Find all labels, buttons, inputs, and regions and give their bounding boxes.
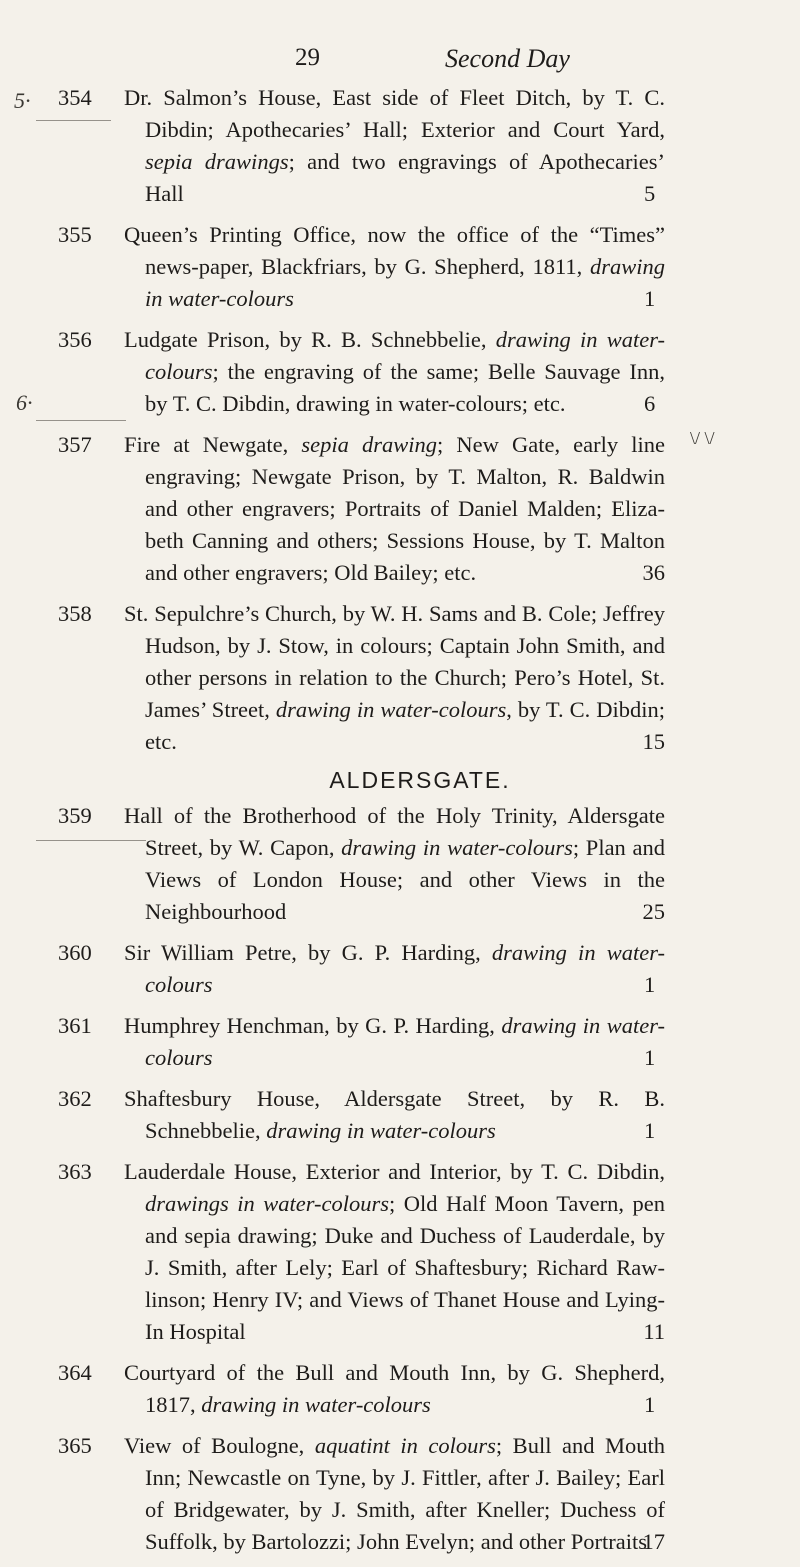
description-tail: , by T. C. Dibdin; etc. xyxy=(145,697,665,754)
pencil-mark-358: 6· xyxy=(16,390,33,415)
lot-description xyxy=(124,429,665,589)
description-tail: ; and two engravings of Apothecaries’ Hall xyxy=(145,149,666,206)
catalogue-entry xyxy=(0,1156,800,1348)
catalogue-entry xyxy=(0,937,800,1001)
lot-description xyxy=(124,1010,665,1074)
medium-text: drawing in water-colours xyxy=(341,835,573,860)
lot-number: 364 xyxy=(58,1360,92,1385)
description-text: Shaftesbury House, Aldersgate Street, by R. B. Schnebbelie, xyxy=(124,1086,665,1143)
medium-text: drawing in water-colours xyxy=(145,327,665,384)
medium-text: drawing in water-colours xyxy=(266,1118,496,1143)
lot-number: 365 xyxy=(58,1433,92,1458)
lot-description xyxy=(124,1357,665,1421)
lot-description xyxy=(124,937,665,1001)
catalogue-entry xyxy=(0,219,800,315)
lot-price: 11 xyxy=(643,1319,665,1344)
description-tail: ; the engraving of the same; Belle Sauvage Inn, by T. C. Dibdin, drawing in water-colours; etc. xyxy=(145,359,665,416)
catalogue-entry xyxy=(0,598,800,758)
running-head: Second Day xyxy=(445,44,570,73)
lot-description xyxy=(124,1083,665,1147)
description-tail: ; Bull and Mouth Inn; Newcastle on Tyne, by J. Fittler, after J. Bailey; Earl of Bridgewater, by J. Smith, after Kneller; Duchess of Suffolk, by Bartolozzi; John Evelyn; and other Portraits xyxy=(145,1433,665,1554)
lot-number: 359 xyxy=(58,803,92,828)
lot-price: 1 xyxy=(644,972,656,997)
medium-text: drawing in water-colours xyxy=(275,697,507,722)
description-text: Ludgate Prison, by R. B. Schnebbelie, xyxy=(124,327,496,352)
description-tail: ; New Gate, early line engraving; Newgate Prison, by T. Malton, R. Baldwin and other engravers; Portraits of Daniel Malden; Eliza-beth Canning and others; Sessions House, by T. Malton and other engravers; Old Bailey; etc. xyxy=(145,432,665,585)
lot-number: 363 xyxy=(58,1159,92,1184)
description-text: Dr. Salmon’s House, East side of Fleet Ditch, by T. C. Dibdin; Apothecaries’ Hall; Exterior and Court Yard, xyxy=(124,85,665,142)
catalogue-entry xyxy=(0,324,800,420)
description-tail: ; Old Half Moon Tavern, pen and sepia drawing; Duke and Duchess of Lauderdale, by J. Smith, after Lely; Earl of Shaftesbury; Richard Raw-linson; Henry IV; and Views of Thanet House and Lying-In Hospital xyxy=(145,1191,665,1344)
lot-description xyxy=(124,1156,665,1348)
catalogue-entry xyxy=(0,1430,800,1558)
lot-description xyxy=(124,219,665,315)
medium-text: drawings in water-colours xyxy=(145,1191,390,1216)
lot-price: 1 xyxy=(644,286,656,311)
lot-price: 1 xyxy=(644,1118,656,1143)
description-text: Queen’s Printing Office, now the office of the “Times” news-paper, Blackfriars, by G. Shepherd, 1811, xyxy=(124,222,665,279)
lot-price: 15 xyxy=(642,729,665,754)
page-number: 29 xyxy=(295,44,320,71)
lot-number: 360 xyxy=(58,940,92,965)
medium-text: drawing in water-colours xyxy=(145,940,665,997)
lot-number: 355 xyxy=(58,222,92,247)
catalogue-entry xyxy=(0,1083,800,1147)
lot-price: 36 xyxy=(642,560,665,585)
lot-description xyxy=(124,324,665,420)
lot-price: 1 xyxy=(644,1045,656,1070)
description-text: Hall of the Brotherhood of the Holy Trinity, Aldersgate Street, by W. Capon, xyxy=(124,803,665,860)
description-text: St. Sepulchre’s Church, by W. H. Sams and B. Cole; Jeffrey Hudson, by J. Stow, in colours; Captain John Smith, and other persons in relation to the Church; Pero’s Hotel, St. James’ Street, xyxy=(124,601,665,722)
lot-price: 25 xyxy=(642,899,665,924)
catalogue-entries xyxy=(0,82,800,1567)
medium-text: drawing in water-colours xyxy=(145,1013,665,1070)
lot-price: 6 xyxy=(644,391,656,416)
description-text: Lauderdale House, Exterior and Interior, by T. C. Dibdin, xyxy=(124,1159,665,1184)
medium-text: sepia drawing xyxy=(301,432,438,457)
lot-description xyxy=(124,82,665,210)
description-text: Sir William Petre, by G. P. Harding, xyxy=(124,940,492,965)
lot-price: 5 xyxy=(644,181,656,206)
pencil-mark-354: 5· xyxy=(14,88,31,113)
description-text: Courtyard of the Bull and Mouth Inn, by G. Shepherd, 1817, xyxy=(124,1360,665,1417)
lot-price: 17 xyxy=(642,1529,665,1554)
medium-text: drawing in water-colours xyxy=(201,1392,431,1417)
catalogue-entry xyxy=(0,82,800,210)
lot-price: 1 xyxy=(644,1392,656,1417)
description-tail: ; Plan and Views of London House; and other Views in the Neighbourhood xyxy=(145,835,665,924)
catalogue-entry xyxy=(0,1357,800,1421)
lot-description xyxy=(124,800,665,928)
medium-text: sepia drawings xyxy=(145,149,289,174)
lot-number: 354 xyxy=(58,85,92,110)
description-text: Fire at Newgate, xyxy=(124,432,302,457)
pencil-tick-mark: \/ \/ xyxy=(690,428,715,448)
catalogue-entry xyxy=(0,429,800,589)
medium-text: drawing in water-colours xyxy=(145,254,665,311)
lot-number: 357 xyxy=(58,432,92,457)
medium-text: aquatint in colours xyxy=(314,1433,496,1458)
page-header xyxy=(0,44,800,84)
description-text: View of Boulogne, xyxy=(124,1433,315,1458)
lot-number: 362 xyxy=(58,1086,92,1111)
section-heading: ALDERSGATE. xyxy=(329,767,511,793)
lot-number: 358 xyxy=(58,601,92,626)
lot-number: 356 xyxy=(58,327,92,352)
lot-number: 361 xyxy=(58,1013,92,1038)
lot-description xyxy=(124,598,665,758)
lot-description xyxy=(124,1430,665,1558)
catalogue-entry xyxy=(0,800,800,928)
catalogue-entry xyxy=(0,1010,800,1074)
description-text: Humphrey Henchman, by G. P. Harding, xyxy=(124,1013,502,1038)
